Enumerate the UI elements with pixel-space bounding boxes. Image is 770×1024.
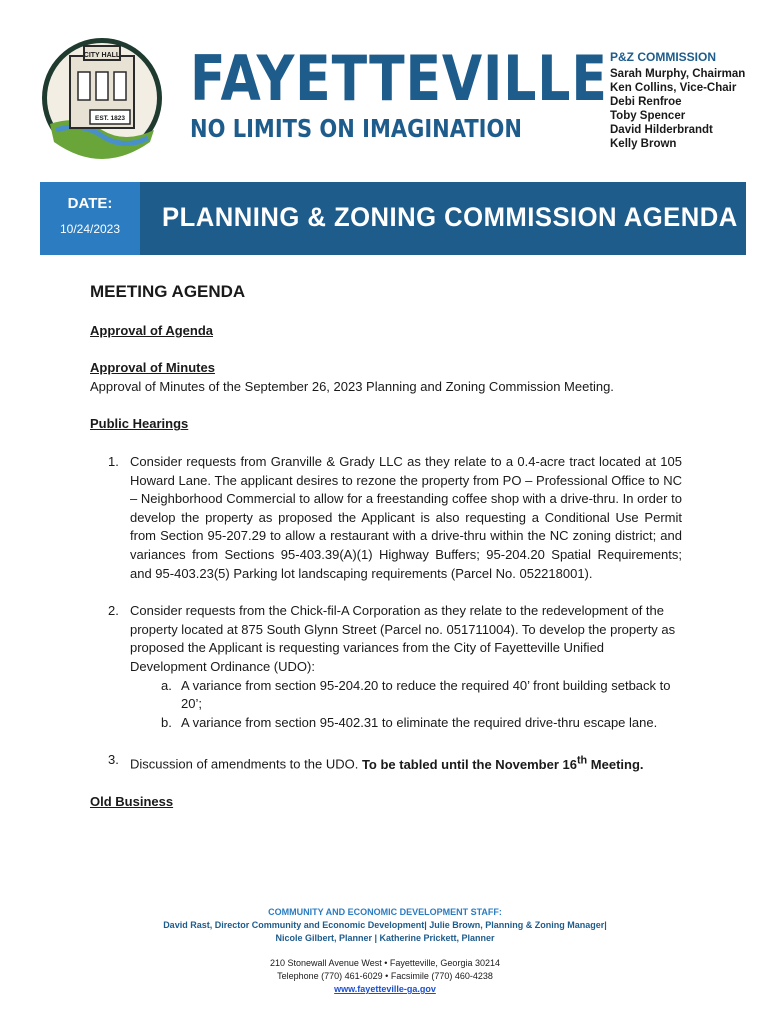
approval-agenda-section	[90, 322, 682, 341]
agenda-content	[90, 283, 682, 831]
item-number: 2.	[108, 603, 119, 619]
public-hearings-heading: Public Hearings	[90, 416, 189, 432]
brand-tagline: NO LIMITS ON IMAGINATION	[190, 114, 522, 143]
sub-item-a	[130, 677, 682, 714]
old-business-heading: Old Business	[90, 794, 174, 810]
city-hall-logo	[40, 26, 164, 166]
approval-minutes-text: Approval of Minutes of the September 26, 2023 Planning and Zoning Commission Meeting.	[90, 378, 614, 394]
item-number: 3.	[108, 752, 119, 768]
commission-member: Debi Renfroe	[610, 96, 682, 108]
item-number: 1.	[108, 453, 119, 469]
item-text: Discussion of amendments to the UDO.	[130, 756, 362, 772]
commission-member: Kelly Brown	[610, 138, 677, 150]
sub-item-letter: b.	[161, 714, 172, 730]
tabled-note-pre: To be tabled until the November 16	[361, 756, 577, 772]
footer	[0, 906, 770, 996]
brand-title: FAYETTEVILLE	[190, 42, 608, 115]
commission-member: Ken Collins, Vice-Chair	[610, 82, 737, 94]
agenda-banner	[40, 182, 746, 255]
logo-city-hall-text: CITY HALL	[83, 52, 121, 59]
public-hearings-section	[90, 415, 682, 434]
agenda-title: PLANNING & ZONING COMMISSION AGENDA	[162, 202, 738, 232]
approval-agenda-heading: Approval of Agenda	[90, 322, 214, 338]
website-link[interactable]: www.fayetteville-ga.gov	[334, 984, 436, 994]
tabled-note-post: Meeting.	[587, 756, 644, 772]
sub-item-b	[130, 714, 682, 733]
footer-phone: Telephone (770) 461-6029 • Facsimile (770) 460-4238	[277, 971, 493, 981]
footer-address: 210 Stonewall Avenue West • Fayetteville, Georgia 30214	[270, 958, 500, 968]
date-value: 10/24/2023	[59, 222, 121, 236]
logo-est-text: EST. 1823	[95, 115, 125, 122]
sub-item-letter: a.	[161, 677, 172, 693]
approval-minutes-section	[90, 359, 682, 396]
tabled-note	[361, 754, 644, 772]
footer-heading: COMMUNITY AND ECONOMIC DEVELOPMENT STAFF:	[268, 907, 502, 917]
commission-title: P&Z COMMISSION	[610, 50, 717, 64]
agenda-item-1	[90, 453, 682, 583]
commission-member: Toby Spencer	[610, 110, 686, 122]
agenda-item-2	[90, 602, 682, 732]
commission-roster	[610, 50, 745, 151]
old-business-section	[90, 793, 682, 812]
date-box	[40, 182, 140, 255]
sub-item-text: A variance from section 95-204.20 to reduce the required 40’ front building setback to 20’;	[181, 677, 671, 712]
item-text: Consider requests from the Chick-fil-A Corporation as they relate to the redevelopment of the property located at 875 South Glynn Street (Parcel no. 051711004). To develop the property as proposed the Applicant is requesting variances from the City of Fayetteville Unified Development Ordinance (UDO):	[130, 603, 676, 674]
item-text: Consider requests from Granville & Grady LLC as they relate to a 0.4-acre tract located at 105 Howard Lane. The applicant desires to rezone the property from PO – Professional Office to NC – Neighborhood Commercial to allow for a freestanding coffee shop with a drive-thru. In order to develop the property as proposed the Applicant is also requesting a Conditional Use Permit from Section 95-207.29 to allow a restaurant with a drive-thru within the NC zoning district; and variances from Sections 95-403.39(A)(1) Highway Buffers; 95-204.20 Spatial Requirements; and 95-403.23(5) Parking lot landscaping requirements (Parcel No. 052218001).	[130, 453, 682, 581]
date-label: DATE:	[67, 195, 113, 212]
approval-minutes-heading: Approval of Minutes	[90, 360, 215, 376]
sub-item-text: A variance from section 95-402.31 to eliminate the required drive-thru escape lane.	[181, 714, 658, 730]
commission-member: Sarah Murphy, Chairman	[610, 68, 746, 80]
commission-member: David Hilderbrandt	[610, 124, 713, 136]
footer-staff-line: David Rast, Director Community and Economic Development| Julie Brown, Planning & Zoning Manager|	[163, 920, 607, 930]
agenda-item-3	[90, 751, 682, 774]
footer-staff-line: Nicole Gilbert, Planner | Katherine Prickett, Planner	[275, 933, 495, 943]
tabled-note-sup: th	[576, 754, 588, 767]
meeting-agenda-heading: MEETING AGENDA	[90, 282, 246, 301]
